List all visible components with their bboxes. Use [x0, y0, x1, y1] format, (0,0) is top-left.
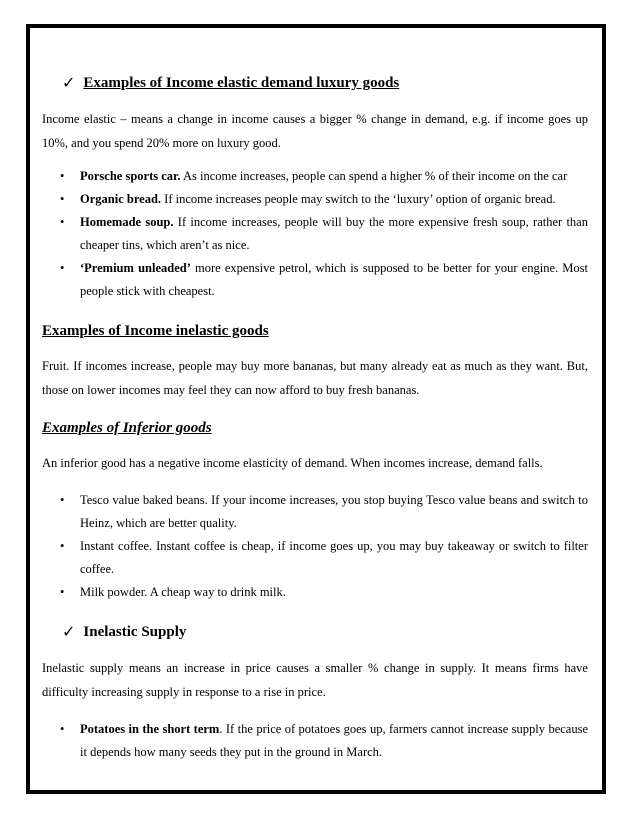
item-text: As income increases, people can spend a higher % of their income on the car [180, 169, 568, 183]
item-bold: Organic bread. [80, 192, 162, 206]
item-text: Tesco value baked beans. If your income increases, you stop buying Tesco value beans and switch to Heinz, which are better quality. [80, 493, 588, 530]
bullet-icon: • [60, 585, 65, 599]
check-mark-icon: ✓ [62, 75, 76, 92]
bullet-icon: • [60, 192, 65, 206]
luxury-heading [62, 73, 588, 93]
item-bold: Homemade soup. [80, 215, 174, 229]
item-bold: Porsche sports car. [80, 169, 181, 183]
item-text: If income increases people may switch to the ‘luxury’ option of organic bread. [161, 192, 556, 206]
document-content [42, 70, 588, 764]
check-mark-icon: ✓ [62, 624, 76, 641]
inferior-heading: Examples of Inferior goods [42, 420, 212, 436]
inferior-list [42, 489, 588, 604]
item-text: Instant coffee. Instant coffee is cheap, if income goes up, you may buy takeaway or switch to filter coffee. [80, 539, 588, 576]
bullet-icon: • [60, 722, 65, 736]
luxury-intro: Income elastic – means a change in income causes a bigger % change in demand, e.g. if income goes up 10%, and you spend 20% more on luxury good. [42, 112, 588, 150]
inferior-intro: An inferior good has a negative income elasticity of demand. When incomes increase, demand falls. [42, 456, 543, 470]
item-text: more expensive petrol, which is supposed to be better for your engine. Most people stick with cheapest. [80, 261, 588, 298]
bullet-icon: • [60, 493, 65, 507]
inelastic-supply-heading-text: Inelastic Supply [83, 623, 187, 640]
item-text: If income increases, people will buy the more expensive fresh soup, rather than cheaper tins, which aren’t as nice. [80, 215, 588, 252]
item-bold: ‘Premium unleaded’ [80, 261, 191, 275]
inelastic-supply-intro: Inelastic supply means an increase in price causes a smaller % change in supply. It means firms have difficulty increasing supply in response to a rise in price. [42, 661, 588, 699]
item-text: Milk powder. A cheap way to drink milk. [80, 585, 286, 599]
list-item [42, 257, 588, 303]
list-item [42, 188, 588, 211]
bullet-icon: • [60, 169, 65, 183]
inelastic-supply-list [42, 718, 588, 764]
item-text: . If the price of potatoes goes up, farmers cannot increase supply because it depends how many seeds they put in the ground in March. [80, 722, 588, 759]
list-item [42, 718, 588, 764]
luxury-list [42, 165, 588, 303]
list-item [42, 489, 588, 535]
luxury-heading-text: Examples of Income elastic demand luxury goods [83, 74, 400, 91]
income-inelastic-heading: Examples of Income inelastic goods [42, 323, 269, 339]
bullet-icon: • [60, 261, 65, 275]
inelastic-supply-heading [62, 622, 588, 642]
bullet-icon: • [60, 539, 65, 553]
income-inelastic-body: Fruit. If incomes increase, people may buy more bananas, but many already eat as much as they want. But, those on lower incomes may feel they can now afford to buy fresh bananas. [42, 359, 588, 397]
list-item [42, 581, 588, 604]
list-item [42, 535, 588, 581]
list-item [42, 211, 588, 257]
list-item [42, 165, 588, 188]
bullet-icon: • [60, 215, 65, 229]
item-bold: Potatoes in the short term [80, 722, 220, 736]
